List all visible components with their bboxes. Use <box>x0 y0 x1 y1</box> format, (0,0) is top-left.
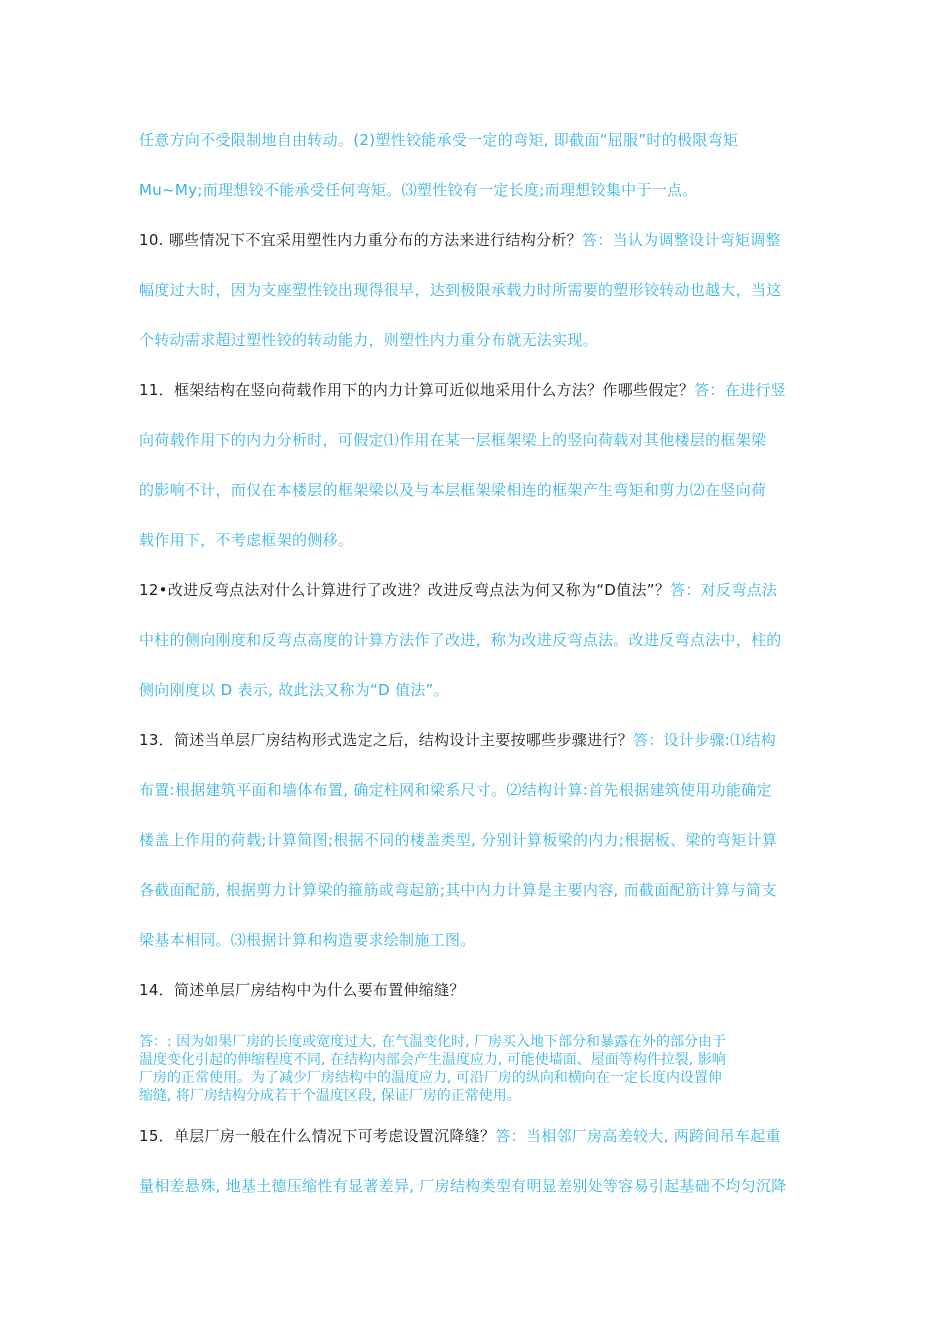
question-text: 11．框架结构在竖向荷载作用下的内力计算可近似地采用什么方法？作哪些假定？ <box>139 381 695 399</box>
answer-14-block <box>139 1033 819 1105</box>
text-line <box>139 580 819 600</box>
answer-text: 布置:根据建筑平面和墙体布置, 确定柱网和梁系尺寸。⑵结构计算:首先根据建筑使用功能确定 <box>139 781 772 799</box>
answer-text: 侧向刚度以 D 表示, 故此法又称为“D 值法”。 <box>139 681 449 699</box>
text-line <box>139 530 819 550</box>
text-line <box>139 880 819 900</box>
text-line <box>139 630 819 650</box>
text-line <box>139 780 819 800</box>
text-line <box>139 1176 819 1196</box>
answer-text: 答：对反弯点法 <box>670 581 778 599</box>
text-line <box>139 680 819 700</box>
question-text: 15．单层厂房一般在什么情况下可考虑设置沉降缝？ <box>139 1127 496 1145</box>
question-text: 14．简述单层厂房结构中为什么要布置伸缩缝？ <box>139 981 465 999</box>
text-line <box>139 280 819 300</box>
text-line <box>139 1126 819 1146</box>
answer-14-line: 温度变化引起的伸缩程度不同, 在结构内部会产生温度应力, 可能使墙面、屋面等构件拉裂, 影响 <box>139 1052 726 1068</box>
text-line <box>139 180 819 200</box>
answer-text: 梁基本相同。⑶根据计算和构造要求绘制施工图。 <box>139 931 476 949</box>
answer-text: 答：设计步骤:⑴结构 <box>633 731 777 749</box>
question-text: 12•改进反弯点法对什么计算进行了改进？改进反弯点法为何又称为“D值法”？ <box>139 581 671 599</box>
answer-14-line: 答：: 因为如果厂房的长度或宽度过大, 在气温变化时, 厂房买入地下部分和暴露在外的部分由于 <box>139 1034 726 1050</box>
answer-14-line: 厂房的正常使用。为了减少厂房结构中的温度应力, 可沿厂房的纵向和横向在一定长度内设置伸 <box>139 1070 722 1086</box>
answer-text: 楼盖上作用的荷载;计算简图;根据不同的楼盖类型, 分别计算板梁的内力;根据板、梁的弯矩计算 <box>139 831 778 849</box>
answer-text: 答：当认为调整设计弯矩调整 <box>581 231 781 249</box>
text-line <box>139 830 819 850</box>
answer-text: 向荷载作用下的内力分析时，可假定⑴作用在某一层框架梁上的竖向荷载对其他楼层的框架梁 <box>139 431 767 449</box>
question-text: 10. 哪些情况下不宜采用塑性内力重分布的方法来进行结构分析？ <box>139 231 582 249</box>
answer-text: 答：在进行竖 <box>694 381 787 399</box>
answer-14-line: 缩缝, 将厂房结构分成若干个温度区段, 保证厂房的正常使用。 <box>139 1088 521 1104</box>
text-line <box>139 980 819 1000</box>
answer-text: 的影响不计，而仅在本楼层的框架梁以及与本层框架梁相连的框架产生弯矩和剪力⑵在竖向荷 <box>139 481 767 499</box>
answer-text: 载作用下，不考虑框架的侧移。 <box>139 531 354 549</box>
answer-text: 任意方向不受限制地自由转动。(2)塑性铰能承受一定的弯矩, 即截面“屈服”时的极限弯矩 <box>139 131 739 149</box>
text-line <box>139 930 819 950</box>
answer-text: Mu~My;而理想铰不能承受任何弯矩。⑶塑性铰有一定长度;而理想铰集中于一点。 <box>139 181 698 199</box>
answer-text: 量相差悬殊, 地基土德压缩性有显著差异, 厂房结构类型有明显差别处等容易引起基础不均匀沉降 <box>139 1177 787 1195</box>
answer-text: 个转动需求超过塑性铰的转动能力，则塑性内力重分布就无法实现。 <box>139 331 599 349</box>
answer-text: 各截面配筋, 根据剪力计算梁的箍筋或弯起筋;其中内力计算是主要内容, 而截面配筋计算与简支 <box>139 881 777 899</box>
text-line <box>139 130 819 150</box>
answer-text: 中柱的侧向刚度和反弯点高度的计算方法作了改进，称为改进反弯点法。改进反弯点法中，柱的 <box>139 631 782 649</box>
text-line <box>139 380 819 400</box>
text-line <box>139 480 819 500</box>
text-line <box>139 730 819 750</box>
text-line <box>139 330 819 350</box>
text-line <box>139 230 819 250</box>
question-text: 13．简述当单层厂房结构形式选定之后，结构设计主要按哪些步骤进行？ <box>139 731 633 749</box>
answer-text: 答：当相邻厂房高差较大, 两跨间吊车起重 <box>495 1127 781 1145</box>
text-line <box>139 430 819 450</box>
answer-text: 幅度过大时，因为支座塑性铰出现得很早，达到极限承载力时所需要的塑形铰转动也越大，当这 <box>139 281 782 299</box>
